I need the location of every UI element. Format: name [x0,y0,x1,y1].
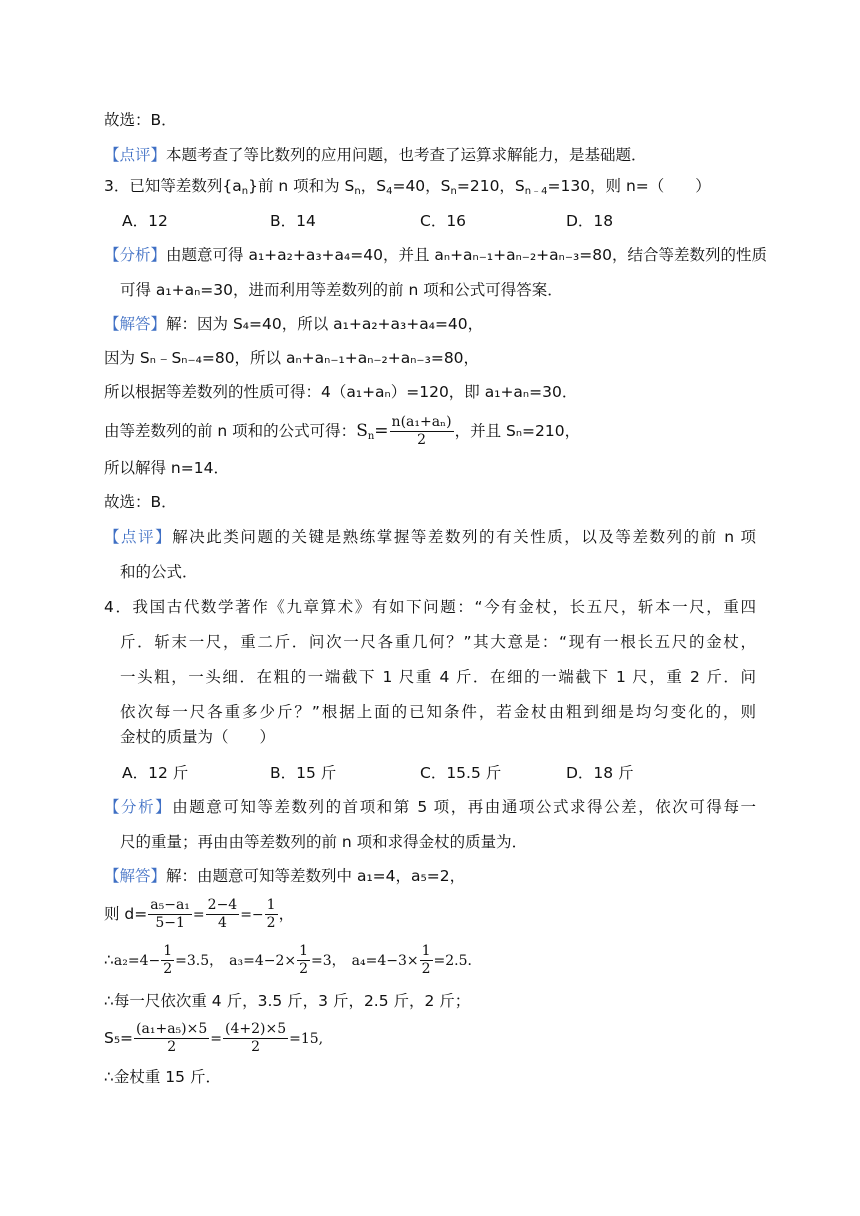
q4-sum-formula [104,1018,323,1059]
question-4-line4: 依次每一尺各重多少斤？”根据上面的已知条件，若金杖由粗到细是均匀变化的，则 [120,703,756,721]
analysis-tag: 【分析】 [104,246,167,264]
q4-terms-formula [104,940,482,981]
q3-option-c: C．16 [420,212,467,230]
a3-num: 1 [299,943,309,959]
q4-d-formula [104,894,294,935]
q3-text-d: =40，S [392,177,451,195]
a4-end: =2.5． [433,953,482,969]
q3-solution-text4b: ，并且 Sₙ=210， [454,422,581,440]
d-num: a₅−a₁ [150,897,190,913]
sn-formula-numerator: n(a₁+aₙ) [391,414,452,430]
q3-option-a: A．12 [122,212,168,230]
solution-tag: 【解答】 [104,867,167,885]
s5-num: (a₁+a₅)×5 [136,1021,208,1037]
a2-den: 2 [163,961,173,977]
question-4-line5: 金杖的质量为（ ） [120,728,276,746]
q3-analysis-line1 [104,245,767,265]
q3-solution-line3: 所以根据等差数列的性质可得：4（a₁+aₙ）=120，即 a₁+aₙ=30． [104,383,578,401]
s5-num2: (4+2)×5 [225,1021,287,1037]
a4-expr: a₄=4−3× [351,953,419,969]
q4-option-b: B．15 斤 [270,764,337,782]
s5-end: =15, [289,1031,324,1047]
sn-formula: $S_n=$ $\frac{\text{n(a₁+aₙ)}}{2}$ [356,414,452,448]
a2-end: =3.5， [175,953,224,969]
question-4-line1: 4．我国古代数学著作《九章算术》有如下问题：“今有金杖，长五尺，斩本一尺，重四 [104,598,756,616]
a4-den: 2 [421,961,431,977]
d-den3: 2 [266,915,276,931]
q3-text-f: =130，则 n=（ ） [547,177,711,195]
analysis-tag: 【分析】 [104,798,173,816]
q3-comment-text1: 解决此类问题的关键是熟练掌握等差数列的有关性质，以及等差数列的前 n 项 [172,528,756,546]
q3-solution-line1 [104,314,483,334]
solution-tag: 【解答】 [104,315,167,333]
d-den2: 4 [217,915,227,931]
d-end: ， [278,905,295,923]
a3-expr: a₃=4−2× [229,953,297,969]
s5-den: 2 [167,1039,177,1055]
q3-analysis-text1: 由题意可得 a₁+a₂+a₃+a₄=40，并且 aₙ+aₙ₋₁+aₙ₋₂+aₙ₋₃=80，结合等差数列的性质 [166,246,767,264]
comment-tag: 【点评】 [104,528,173,546]
d-eq2: =− [240,907,264,923]
q3-solution-line2: 因为 Sₙ﹣Sₙ₋₄=80，所以 aₙ+aₙ₋₁+aₙ₋₂+aₙ₋₃=80， [104,349,480,367]
therefore-symbol: ∴ [104,951,114,969]
q4-solution-text1: 解：由题意可知等差数列中 a₁=4，a₅=2， [166,867,466,885]
s5-prefix: S₅= [104,1029,134,1047]
q3-solution-line5: 所以解得 n=14． [104,459,229,477]
question-3-stem: 3．已知等差数列$\{a_n\}$前 n 项和为 $S_n$，$S_4=40$，$S_n=210$，$S_{n﹣4}=130$，则 n=（ ） [104,177,711,197]
q4-analysis-line2: 尺的重量；再由由等差数列的前 n 项和求得金杖的质量为． [120,833,528,851]
question-4-line3: 一头粗，一头细．在粗的一端截下 1 尺重 4 斤．在细的一端截下 1 尺，重 2 斤．问 [120,668,756,686]
q3-option-b: B．14 [270,212,316,230]
q4-solution-line3: ∴每一尺依次重 4 斤，3.5 斤，3 斤，2.5 斤，2 斤； [104,992,471,1010]
q3-text-a: 3．已知等差数列{a [104,177,242,195]
s5-eq: = [210,1031,222,1047]
q3-text-b: }前 n 项和为 S [248,177,355,195]
q3-text-e: =210，S [456,177,525,195]
d-eq: = [192,907,205,923]
q4-option-a: A．12 斤 [122,764,189,782]
d-den: 5−1 [155,915,185,931]
q3-analysis-line2: 可得 a₁+aₙ=30，进而利用等差数列的前 n 项和公式可得答案． [120,281,563,299]
q3-comment-line2: 和的公式． [120,563,198,581]
sn-formula-denominator: 2 [417,432,427,448]
q4-option-c: C．15.5 斤 [420,764,502,782]
q3-solution-text4a: 由等差数列的前 n 项和的公式可得： [104,422,357,440]
answer-choice-line: 故选：B． [104,111,177,129]
d-prefix: 则 d= [104,905,148,923]
q3-solution-text1: 解：因为 S₄=40，所以 a₁+a₂+a₃+a₄=40， [166,315,484,333]
q4-analysis-text1: 由题意可知等差数列的首项和第 5 项，再由通项公式求得公差，依次可得每一 [172,798,756,816]
q4-solution-line1 [104,866,465,886]
question-4-line2: 斤．斩末一尺，重二斤．问次一尺各重几何？”其大意是：“现有一根长五尺的金杖， [120,633,756,651]
q4-analysis-line1 [104,797,756,817]
comment-paragraph [104,145,647,165]
a2-expr: a₂=4− [113,953,161,969]
d-num2: 2−4 [207,897,238,913]
q4-option-d: D．18 斤 [566,764,634,782]
q3-solution-line4 [104,414,580,449]
q3-text-c: ，S [360,177,387,195]
q3-option-d: D．18 [566,212,614,230]
a3-end: =3， [311,953,346,969]
comment-text: 本题考查了等比数列的应用问题，也考查了运算求解能力，是基础题． [166,146,647,164]
d-num3: 1 [266,897,276,913]
comment-tag: 【点评】 [104,146,167,164]
a3-den: 2 [299,961,309,977]
q3-comment-line1 [104,527,756,547]
q4-solution-final: ∴金杖重 15 斤． [104,1068,221,1086]
a2-num: 1 [163,943,173,959]
a4-num: 1 [421,943,431,959]
s5-den2: 2 [251,1039,261,1055]
q3-solution-line6: 故选：B． [104,493,177,511]
